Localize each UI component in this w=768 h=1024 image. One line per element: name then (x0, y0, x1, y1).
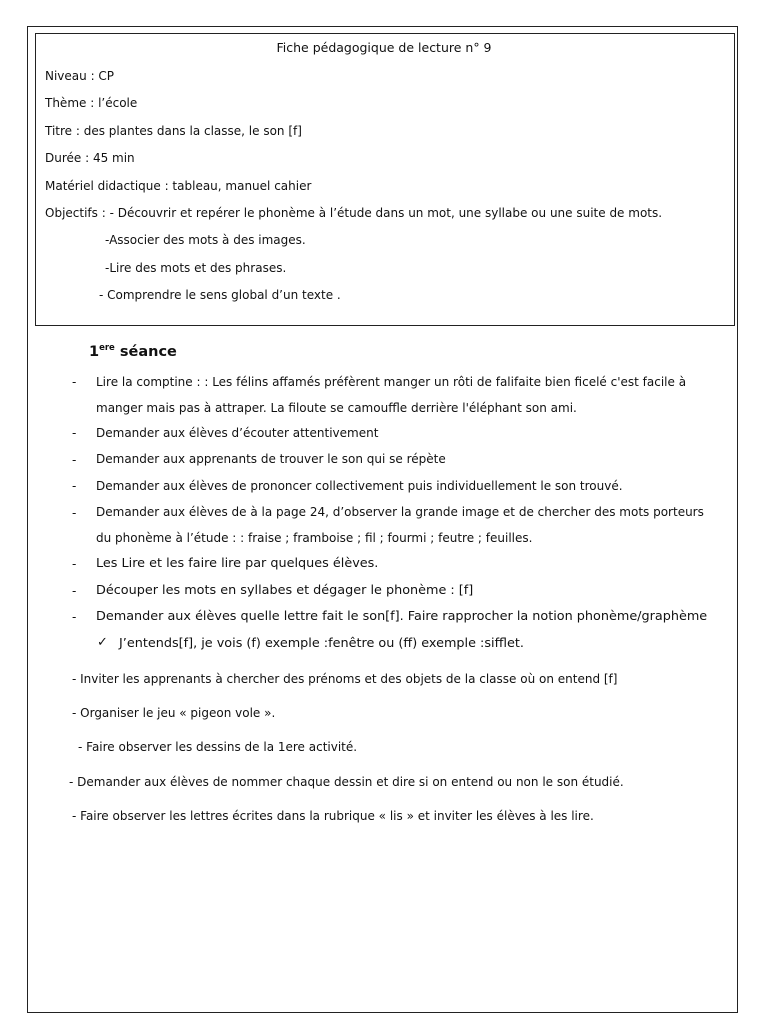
list-bullet-dash: - (72, 584, 77, 598)
list-bullet-dash: - (72, 453, 77, 467)
paragraph-3: - Faire observer les dessins de la 1ere activité. (78, 740, 358, 754)
seance-number: 1 (89, 344, 100, 360)
list-item: Les Lire et les faire lire par quelques élèves. (96, 556, 379, 571)
objectif-4: - Comprendre le sens global d’un texte . (99, 288, 341, 302)
objectif-3: -Lire des mots et des phrases. (105, 261, 287, 275)
theme-line: Thème : l’école (45, 96, 138, 110)
list-item: Demander aux élèves de prononcer collectivement puis individuellement le son trouvé. (96, 479, 623, 493)
check-mark-icon: ✓ (97, 635, 108, 650)
objectif-2: -Associer des mots à des images. (105, 233, 306, 247)
list-item: Demander aux élèves de à la page 24, d’observer la grande image et de chercher des mots porteurs du phonème à l’étude : : fraise ; framboise ; fil ; fourmi ; feutre ; feuilles. (96, 505, 704, 545)
document-title-text: Fiche pédagogique de lecture n° 9 (276, 40, 492, 55)
list-item: Découper les mots en syllabes et dégager le phonème : [f] (96, 583, 474, 598)
paragraph-1: - Inviter les apprenants à chercher des prénoms et des objets de la classe où on entend [f] (72, 672, 618, 686)
list-bullet-dash: - (72, 426, 77, 440)
list-bullet-dash: - (72, 479, 77, 493)
seance-label: séance (114, 344, 177, 360)
check-item: J’entends[f], je vois (f) exemple :fenêtre ou (ff) exemple :sifflet. (119, 636, 524, 651)
list-item: Demander aux élèves d’écouter attentivement (96, 426, 379, 440)
list-bullet-dash: - (72, 375, 77, 389)
seance-heading (89, 343, 177, 360)
document-title (0, 40, 768, 55)
list-bullet-dash: - (72, 557, 77, 571)
materiel-line: Matériel didactique : tableau, manuel cahier (45, 179, 312, 193)
paragraph-2: - Organiser le jeu « pigeon vole ». (72, 706, 276, 720)
list-item: Demander aux apprenants de trouver le son qui se répète (96, 452, 446, 466)
list-bullet-dash: - (72, 506, 77, 520)
titre-line: Titre : des plantes dans la classe, le son [f] (45, 124, 302, 138)
list-item: Demander aux élèves quelle lettre fait le son[f]. Faire rapprocher la notion phonème/graphème (96, 609, 708, 624)
paragraph-5: - Faire observer les lettres écrites dans la rubrique « lis » et inviter les élèves à les lire. (72, 809, 594, 823)
list-item: Lire la comptine : : Les félins affamés préfèrent manger un rôti de falifaite bien ficelé c'est facile à manger mais pas à attraper. La filoute se camouffle derrière l'éléphant son ami. (96, 375, 687, 415)
objectifs-line: Objectifs : - Découvrir et repérer le phonème à l’étude dans un mot, une syllabe ou une suite de mots. (45, 206, 663, 220)
niveau-line: Niveau : CP (45, 69, 115, 83)
duree-line: Durée : 45 min (45, 151, 135, 165)
seance-superscript: ere (99, 343, 115, 353)
paragraph-4: - Demander aux élèves de nommer chaque dessin et dire si on entend ou non le son étudié. (69, 775, 624, 789)
list-bullet-dash: - (72, 610, 77, 624)
